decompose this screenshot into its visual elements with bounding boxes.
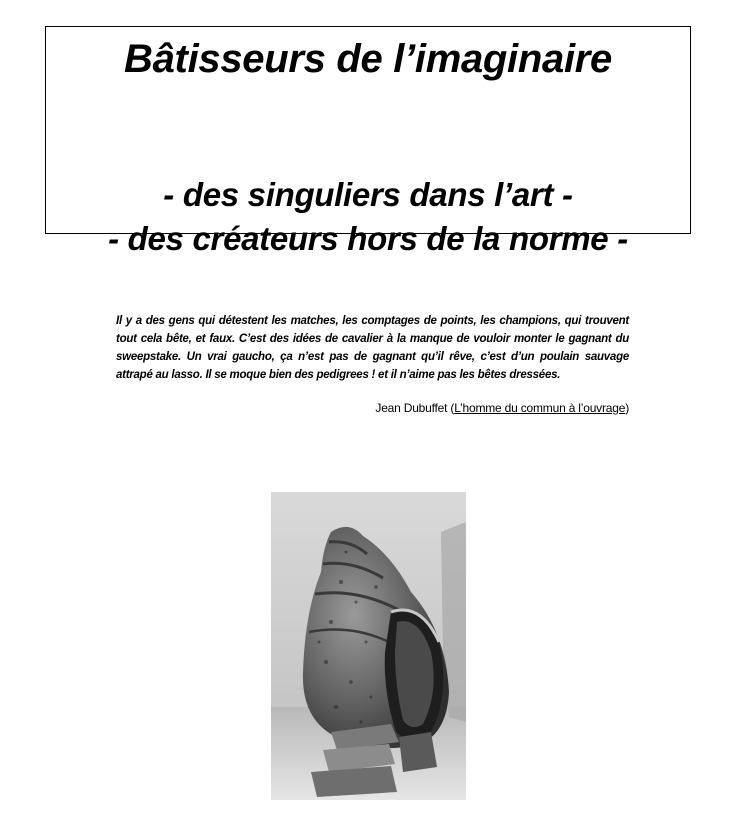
- shell-sculpture-photo: [271, 492, 466, 800]
- title-box: [45, 26, 691, 257]
- subtitle-line-2: - des créateurs hors de la norme -: [108, 220, 628, 257]
- quote-text: Il y a des gens qui détestent les matches, les comptages de points, les champions, qui trouvent tout cela bête, et faux. C’est des idées de cavalier à la manque de vouloir monter le gagnant du sweepstake. Un vrai gaucho, ça n’est pas de gagnant qu’il rêve, c’est d’un poulain sauvage attrapé au lasso. Il se moque bien des pedigrees ! et il n’aime pas les bêtes dressées.: [116, 315, 629, 381]
- attribution-work-title: L’homme du commun à l’ouvrage: [454, 401, 626, 415]
- quote-attribution: [375, 399, 629, 417]
- attribution-author: Jean Dubuffet (: [375, 401, 455, 415]
- subtitle-line-1: - des singuliers dans l’art -: [163, 176, 573, 213]
- attribution-close: ): [625, 401, 629, 415]
- photo-illustration: [271, 492, 466, 800]
- page-title: Bâtisseurs de l’imaginaire: [124, 37, 612, 81]
